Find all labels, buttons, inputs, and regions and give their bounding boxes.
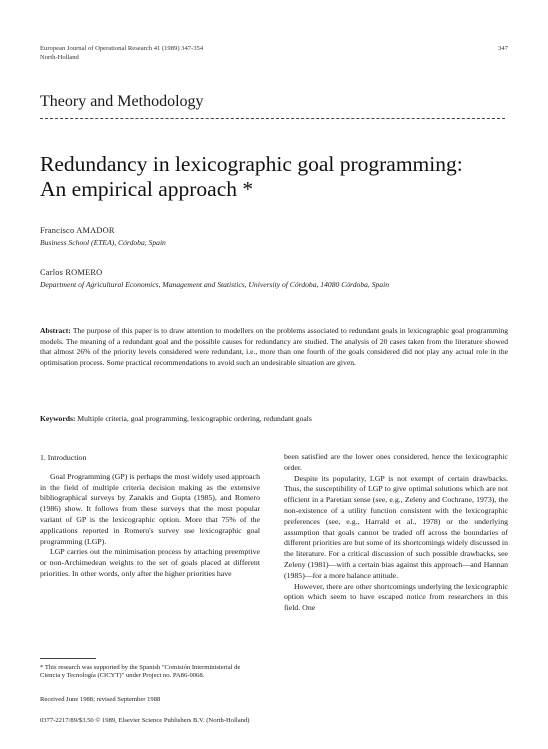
- body-column-left: [40, 453, 260, 580]
- page-number: 347: [498, 45, 508, 52]
- author-affiliation-1: Business School (ETEA), Córdoba, Spain: [40, 238, 166, 247]
- body-paragraph: LGP carries out the minimisation process by attaching preemptive or non-Archimedean weights to the set of goals placed at different priorities. In other words, only after the higher priorities have: [40, 547, 260, 578]
- body-column-right: [284, 452, 508, 614]
- paper-title-line-2: An empirical approach *: [40, 177, 254, 201]
- body-paragraph: Goal Programming (GP) is perhaps the most widely used approach in the field of multiple criteria decision making as the extensive bibliographical surveys by Zanakis and Gupta (1985), and Romero (1986) show. It follows from these surveys that the most popular variant of GP is the lexicographic option. More that 75% of the applications reported in Romero's survey use lexicographic goal programming (LGP).: [40, 471, 260, 546]
- section-heading-introduction: 1. Introduction: [40, 453, 87, 462]
- body-paragraph: However, there are other shortcomings underlying the lexicographic option which seem to have escaped notice from researchers in this field. One: [284, 581, 508, 613]
- abstract: [40, 326, 508, 368]
- abstract-label: Abstract:: [40, 326, 71, 335]
- section-title: Theory and Methodology: [40, 93, 204, 110]
- keywords-text: Multiple criteria, goal programming, lexicographic ordering, redundant goals: [77, 414, 312, 423]
- publisher-line: North-Holland: [40, 54, 79, 61]
- body-paragraph: Despite its popularity, LGP is not exempt of certain drawbacks. Thus, the susceptibility of LGP to give optimal solutions which are not efficient in a Paretian sense (see, e.g., Zeleny and Cochrane, 1973), the non-existence of a utility function consistent with the lexicographic preferences (see, e.g., Harrald et al., 1978) or the underlying assumption that goals cannot be traded off across the boundaries of different priorities are but some of its shortcomings widely discussed in the literature. For a critical discussion of such possible drawbacks, see Zeleny (1981)—with a certain bias against this approach—and Hannan (1985)—for a more balance attitude.: [284, 473, 508, 580]
- section-divider: [40, 118, 505, 119]
- keywords-label: Keywords:: [40, 414, 76, 423]
- author-name-2: Carlos ROMERO: [40, 268, 103, 277]
- author-affiliation-2: Department of Agricultural Economics, Management and Statistics, University of Córdoba, 14080 Córdoba, Spain: [40, 280, 390, 289]
- author-name-1: Francisco AMADOR: [40, 226, 115, 235]
- copyright-line: 0377-2217/89/$3.50 © 1989, Elsevier Science Publishers B.V. (North-Holland): [40, 717, 250, 724]
- abstract-text: The purpose of this paper is to draw attention to modellers on the problems associated to redundant goals in lexicographic goal programming models. The meaning of a redundant goal and the possible causes for redundancy are studied. The analysis of 20 cases taken from the literature showed that almost 26% of the priority levels considered were redundant, i.e., more than one fourth of the goals considered did not play any actual role in the optimisation process. Some practical recommendations to avoid such an undesirable situation are given.: [40, 326, 509, 367]
- keywords: [40, 414, 508, 425]
- journal-citation: European Journal of Operational Research 41 (1989) 347-354: [40, 45, 204, 52]
- footnote: * This research was supported by the Spanish "Comisión Interministerial de Ciencia y Tecnología (CICYT)" under Project no. PA86-0068.: [40, 664, 241, 680]
- paper-title: [40, 152, 510, 202]
- footnote-divider: [40, 658, 96, 659]
- paper-title-line-1: Redundancy in lexicographic goal programming:: [40, 152, 463, 176]
- received-date: Received June 1988; revised September 1988: [40, 696, 161, 703]
- body-paragraph: been satisfied are the lower ones considered, hence the lexicographic order.: [284, 452, 508, 472]
